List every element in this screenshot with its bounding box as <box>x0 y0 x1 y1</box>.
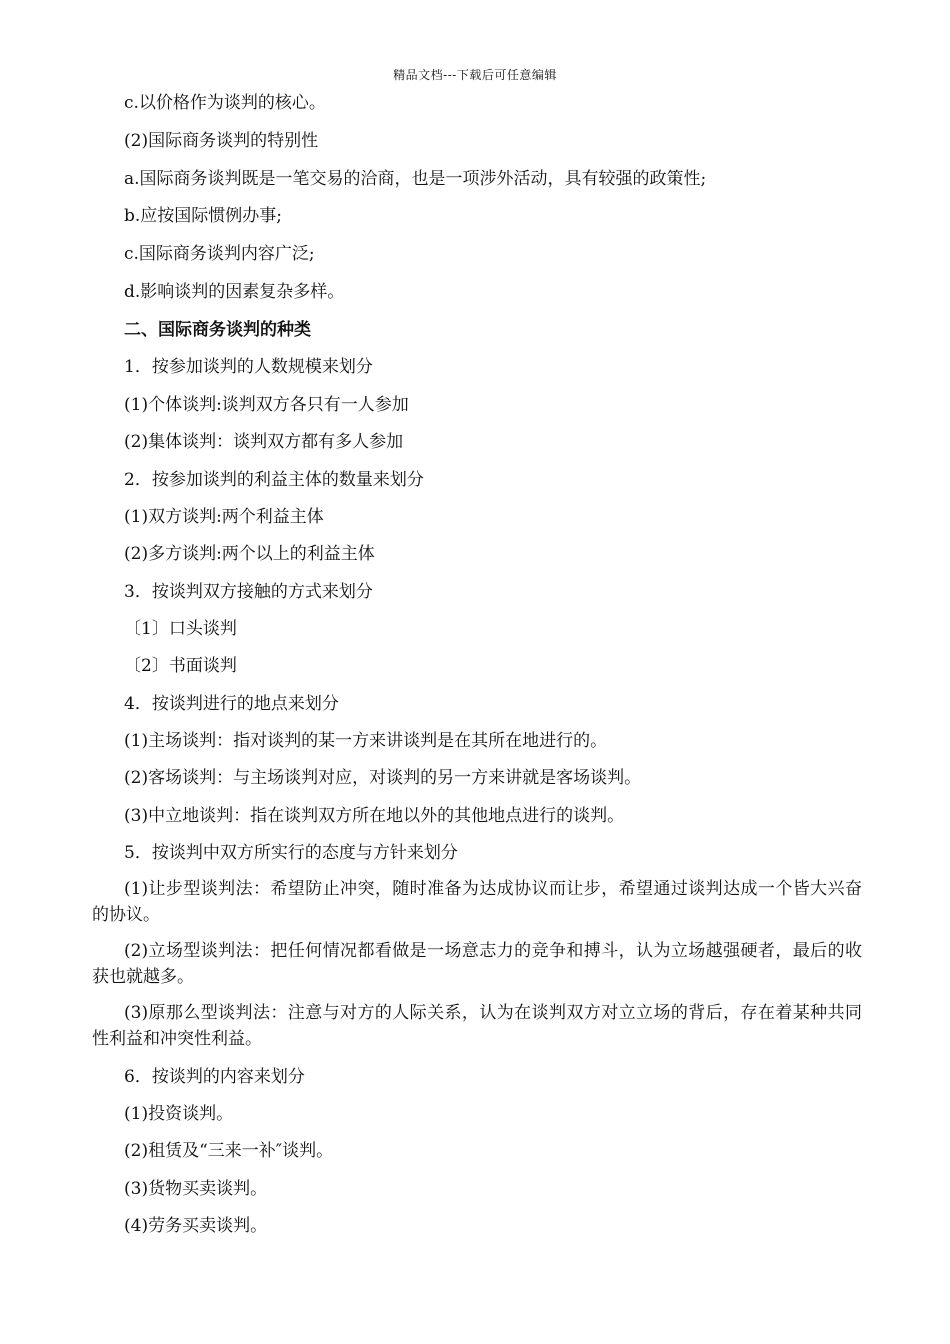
subheading: 5．按谈判中双方所实行的态度与方针来划分 <box>124 843 458 863</box>
text-line: (1)个体谈判:谈判双方各只有一人参加 <box>124 395 409 415</box>
text-line: (1)投资谈判。 <box>124 1104 234 1124</box>
text-line: (2)客场谈判：与主场谈判对应，对谈判的另一方来讲就是客场谈判。 <box>124 768 642 788</box>
subheading: 2．按参加谈判的利益主体的数量来划分 <box>124 470 424 490</box>
paragraph: (3)原那么型谈判法：注意与对方的人际关系，认为在谈判双方对立立场的背后，存在着某种共同性利益和冲突性利益。 <box>92 1003 862 1049</box>
text-line: c.以价格作为谈判的核心。 <box>124 93 326 113</box>
text-line: 〔2〕书面谈判 <box>124 656 237 676</box>
subheading: 1．按参加谈判的人数规模来划分 <box>124 357 373 377</box>
text-line: (2)多方谈判:两个以上的利益主体 <box>124 544 375 564</box>
page-header: 精品文档---下载后可任意编辑 <box>393 68 557 82</box>
text-line: (4)劳务买卖谈判。 <box>124 1216 268 1236</box>
text-line: d.影响谈判的因素复杂多样。 <box>124 282 345 302</box>
text-line: c.国际商务谈判内容广泛; <box>124 244 315 264</box>
subheading: 3．按谈判双方接触的方式来划分 <box>124 582 373 602</box>
text-line: (3)中立地谈判：指在谈判双方所在地以外的其他地点进行的谈判。 <box>124 806 625 826</box>
text-line: (2)租赁及“三来一补″谈判。 <box>124 1141 334 1161</box>
text-line: (3)货物买卖谈判。 <box>124 1179 268 1199</box>
text-line: (1)主场谈判：指对谈判的某一方来讲谈判是在其所在地进行的。 <box>124 731 608 751</box>
subheading: 4．按谈判进行的地点来划分 <box>124 694 339 714</box>
text-line: (2)集体谈判：谈判双方都有多人参加 <box>124 432 404 452</box>
text-line: b.应按国际惯例办事; <box>124 206 283 226</box>
subheading: (2)国际商务谈判的特别性 <box>124 131 319 151</box>
section-heading: 二、国际商务谈判的种类 <box>124 320 311 340</box>
text-line: a.国际商务谈判既是一笔交易的洽商，也是一项涉外活动，具有较强的政策性; <box>124 169 707 189</box>
text-line: 〔1〕口头谈判 <box>124 619 237 639</box>
paragraph: (1)让步型谈判法：希望防止冲突，随时准备为达成协议而让步，希望通过谈判达成一个皆大兴奋的协议。 <box>92 879 862 925</box>
text-line: (1)双方谈判:两个利益主体 <box>124 507 324 527</box>
subheading: 6．按谈判的内容来划分 <box>124 1067 305 1087</box>
paragraph: (2)立场型谈判法：把任何情况都看做是一场意志力的竞争和搏斗，认为立场越强硬者，最后的收获也就越多。 <box>92 941 862 987</box>
